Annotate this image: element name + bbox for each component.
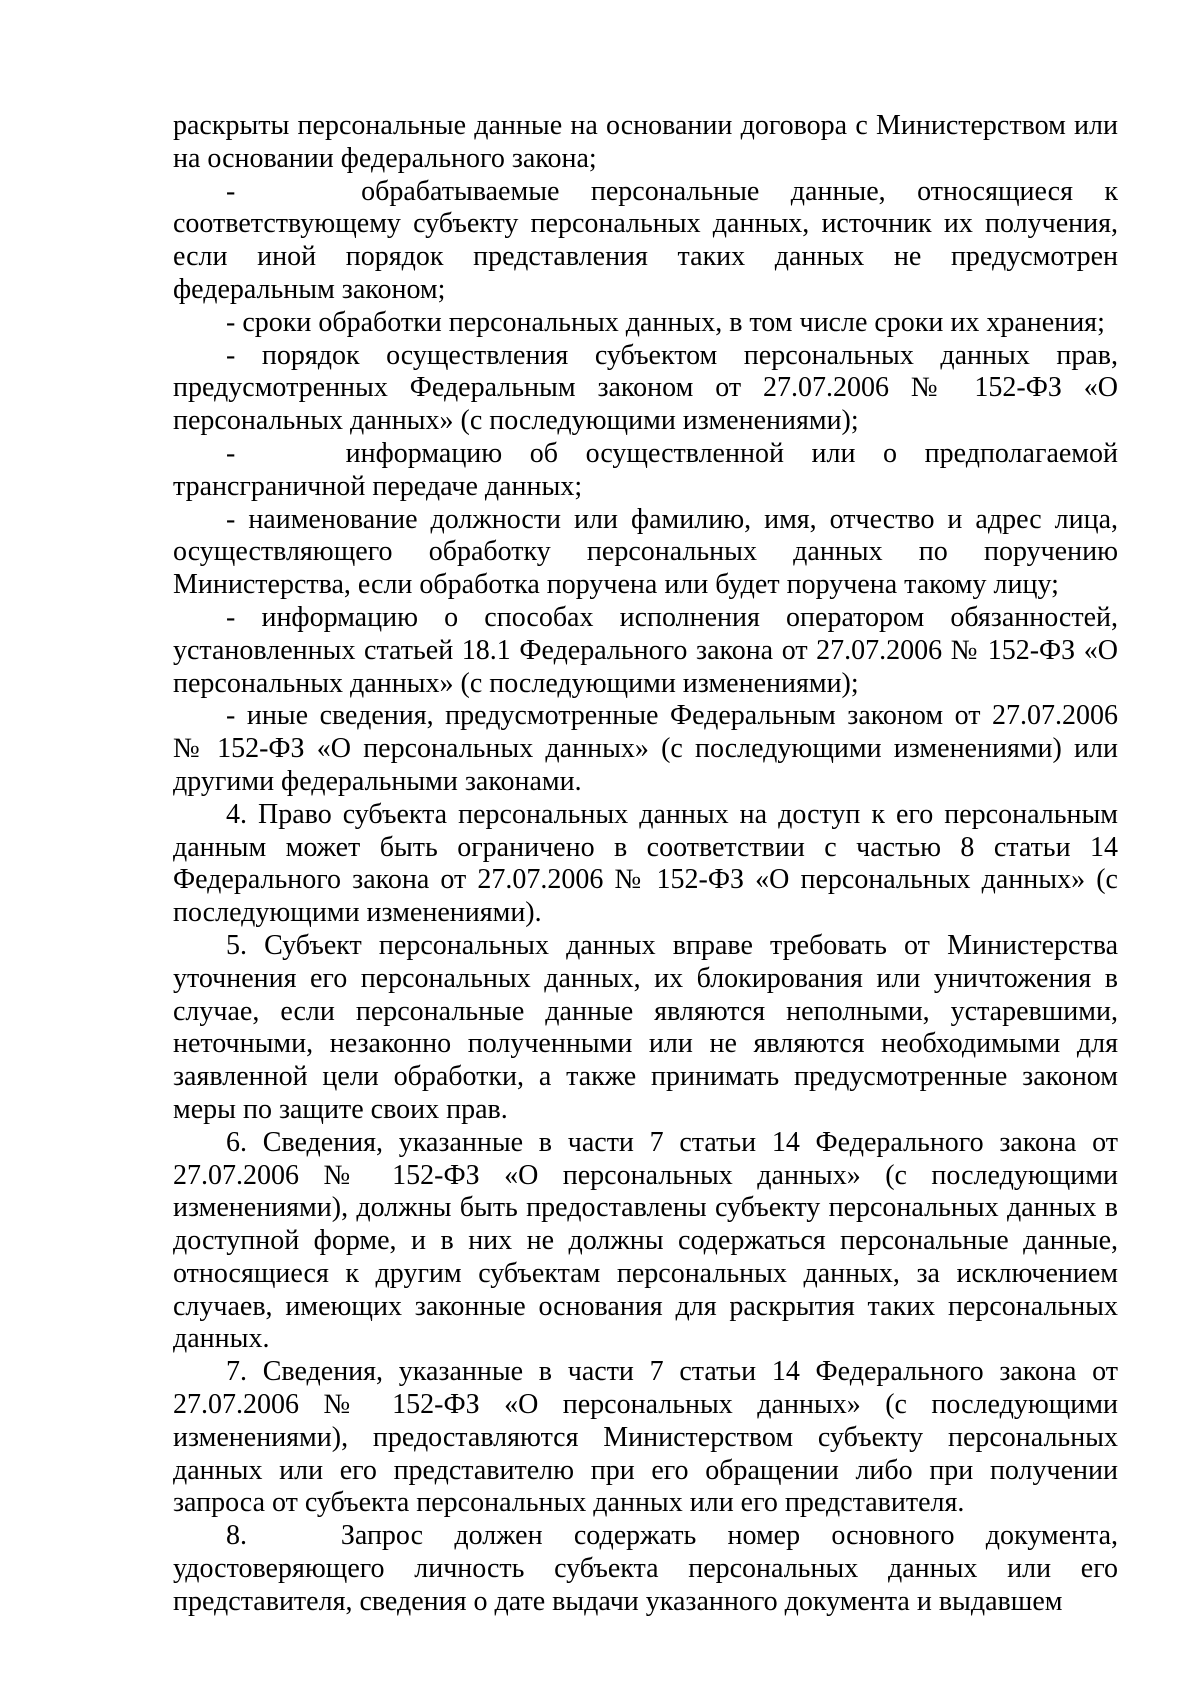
list-item-processing-terms: - сроки обработки персональных данных, в том числе сроки их хранения; xyxy=(226,306,1105,338)
clause-5: 5. Субъект персональных данных вправе требовать от Министерства уточнения его персональных данных, их блокирования или уничтожения в случае, если персональные данные являются неполными, устаревшими, неточными, незаконно полученными или не являются необходимыми для заявленной цели обработки, а также принимать предусмотренные законом меры по защите своих прав. xyxy=(173,929,1118,1125)
list-item-cross-border-transfer: - информацию об осуществленной или о предполагаемой трансграничной передаче данных; xyxy=(173,437,1118,502)
list-item-processor-info: - наименование должности или фамилию, имя, отчество и адрес лица, осуществляющего обработку персональных данных по поручению Министерства, если обработка поручена или будет поручена такому лицу; xyxy=(173,503,1118,601)
paragraph-continuation: раскрыты персональные данные на основании договора с Министерством или на основании федерального закона; xyxy=(173,110,1118,174)
clause-6: 6. Сведения, указанные в части 7 статьи 14 Федерального закона от 27.07.2006 № 152-ФЗ «О персональных данных» (с последующими изменениями), должны быть предоставлены субъекту персональных данных в доступной форме, и в них не должны содержаться персональные данные, относящиеся к другим субъектам персональных данных, за исключением случаев, имеющих законные основания для раскрытия таких персональных данных. xyxy=(173,1126,1118,1355)
document-body xyxy=(173,110,1118,1619)
list-item-duties-info: - информацию о способах исполнения оператором обязанностей, установленных статьей 18.1 Федерального закона от 27.07.2006 № 152-ФЗ «О персональных данных» (с последующими изменениями); xyxy=(173,601,1118,699)
list-item-rights-procedure: - порядок осуществления субъектом персональных данных прав, предусмотренных Федеральным законом от 27.07.2006 № 152-ФЗ «О персональных данных» (с последующими изменениями); xyxy=(173,339,1118,437)
clause-4: 4. Право субъекта персональных данных на доступ к его персональным данным может быть ограничено в соответствии с частью 8 статьи 14 Федерального закона от 27.07.2006 № 152-ФЗ «О персональных данных» (с последующими изменениями). xyxy=(173,798,1118,929)
clause-7: 7. Сведения, указанные в части 7 статьи 14 Федерального закона от 27.07.2006 № 152-ФЗ «О персональных данных» (с последующими изменениями), предоставляются Министерством субъекту персональных данных или его представителю при его обращении либо при получении запроса от субъекта персональных данных или его представителя. xyxy=(173,1356,1118,1519)
clause-8: 8. Запрос должен содержать номер основного документа, удостоверяющего личность субъекта персональных данных или его представителя, сведения о дате выдачи указанного документа и выдавшем xyxy=(173,1520,1118,1617)
list-item-other-info: - иные сведения, предусмотренные Федеральным законом от 27.07.2006 № 152-ФЗ «О персональных данных» (с последующими изменениями) или другими федеральными законами. xyxy=(173,700,1118,797)
list-item-processed-data: - обрабатываемые персональные данные, относящиеся к соответствующему субъекту персональных данных, источник их получения, если иной порядок представления таких данных не предусмотрен федеральным законом; xyxy=(173,175,1118,305)
